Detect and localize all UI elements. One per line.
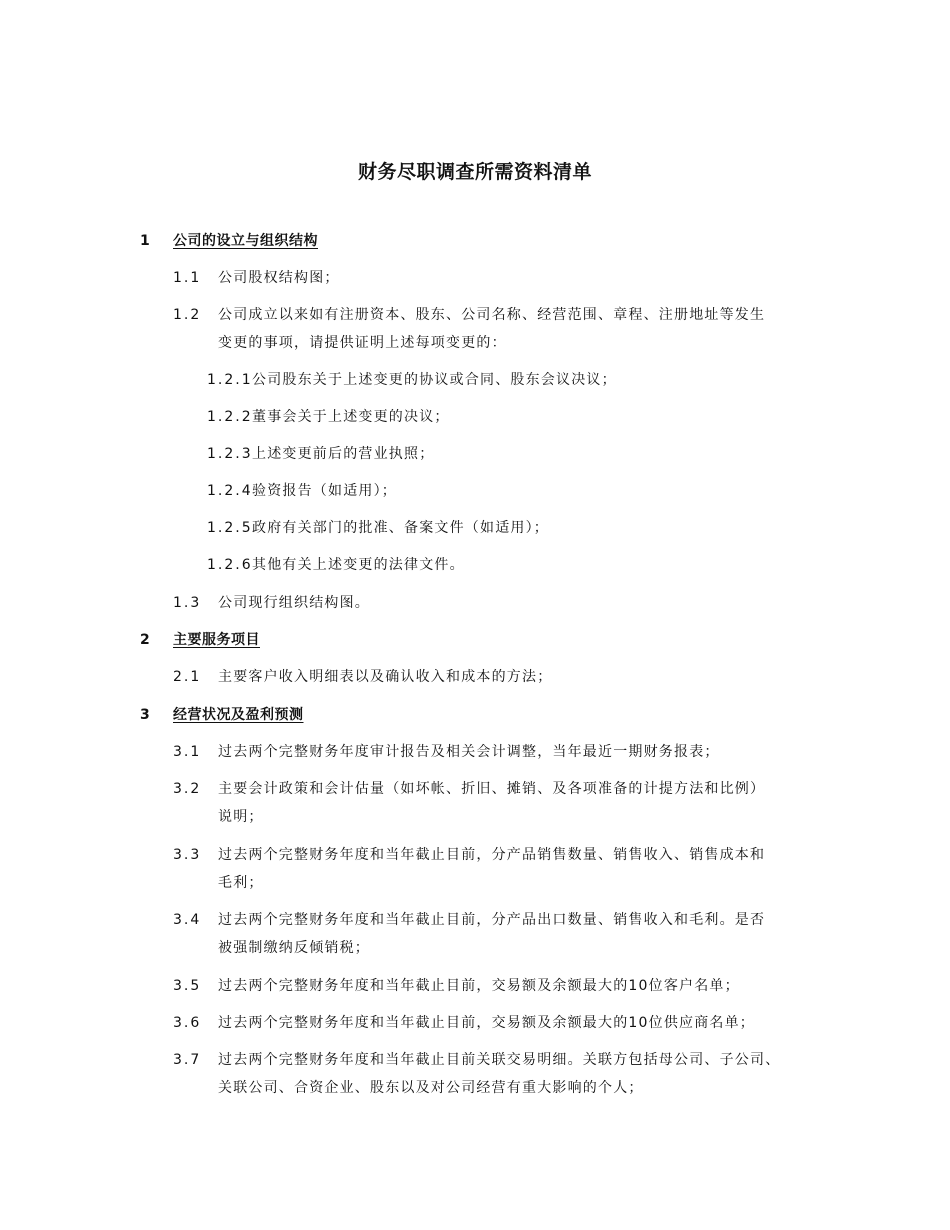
item-text: 过去两个完整财务年度和当年截止目前，交易额及余额最大的10位客户名单； <box>218 978 740 994</box>
item-text: 过去两个完整财务年度审计报告及相关会计调整，当年最近一期财务报表； <box>218 744 720 760</box>
item-number: 1.1 <box>173 270 202 286</box>
item-text: 主要会计政策和会计估量（如坏帐、折旧、摊销、及各项准备的计提方法和比例） <box>218 781 766 797</box>
item-text: 过去两个完整财务年度和当年截止目前，交易额及余额最大的10位供应商名单； <box>218 1015 756 1031</box>
item-text: 主要客户收入明细表以及确认收入和成本的方法； <box>218 669 553 685</box>
subitem-number: 1.2.5 <box>207 520 253 536</box>
item-number: 3.7 <box>173 1052 202 1068</box>
item-text: 过去两个完整财务年度和当年截止目前，分产品销售数量、销售收入、销售成本和 <box>218 847 766 863</box>
item-text-continued: 说明； <box>218 809 264 825</box>
subitem-text: 公司股东关于上述变更的协议或合同、股东会议决议； <box>252 372 617 388</box>
item-number: 3.5 <box>173 978 202 994</box>
subitem-number: 1.2.1 <box>207 372 253 388</box>
item-text: 公司股权结构图； <box>218 270 340 286</box>
item-text: 公司成立以来如有注册资本、股东、公司名称、经营范围、章程、注册地址等发生 <box>218 307 766 323</box>
item-text-continued: 被强制缴纳反倾销税； <box>218 940 370 956</box>
item-number: 3.4 <box>173 912 202 928</box>
subitem-number: 1.2.3 <box>207 446 253 462</box>
section-number: 1 <box>140 233 150 249</box>
subitem-number: 1.2.2 <box>207 409 253 425</box>
item-text-continued: 关联公司、合资企业、股东以及对公司经营有重大影响的个人； <box>218 1080 644 1096</box>
item-text-continued: 毛利； <box>218 875 264 891</box>
section-number: 2 <box>140 632 150 648</box>
item-number: 3.1 <box>173 744 202 760</box>
item-text-continued: 变更的事项，请提供证明上述每项变更的： <box>218 335 507 351</box>
item-number: 2.1 <box>173 669 202 685</box>
subitem-text: 董事会关于上述变更的决议； <box>252 409 450 425</box>
subitem-text: 其他有关上述变更的法律文件。 <box>252 557 465 573</box>
item-number: 1.2 <box>173 307 202 323</box>
item-text: 公司现行组织结构图。 <box>218 595 370 611</box>
document-title: 财务尽职调查所需资料清单 <box>357 161 592 183</box>
section-title: 经营状况及盈利预测 <box>173 707 304 723</box>
item-number: 1.3 <box>173 595 202 611</box>
section-number: 3 <box>140 707 150 723</box>
item-number: 3.6 <box>173 1015 202 1031</box>
item-number: 3.3 <box>173 847 202 863</box>
subitem-text: 政府有关部门的批准、备案文件（如适用）； <box>252 520 549 536</box>
section-title: 公司的设立与组织结构 <box>173 233 318 249</box>
subitem-number: 1.2.4 <box>207 483 253 499</box>
item-text: 过去两个完整财务年度和当年截止目前，分产品出口数量、销售收入和毛利。是否 <box>218 912 766 928</box>
subitem-text: 验资报告（如适用）； <box>252 483 397 499</box>
section-title: 主要服务项目 <box>173 632 260 648</box>
item-text: 过去两个完整财务年度和当年截止目前关联交易明细。关联方包括母公司、子公司、 <box>218 1052 781 1068</box>
subitem-number: 1.2.6 <box>207 557 253 573</box>
subitem-text: 上述变更前后的营业执照； <box>252 446 435 462</box>
item-number: 3.2 <box>173 781 202 797</box>
